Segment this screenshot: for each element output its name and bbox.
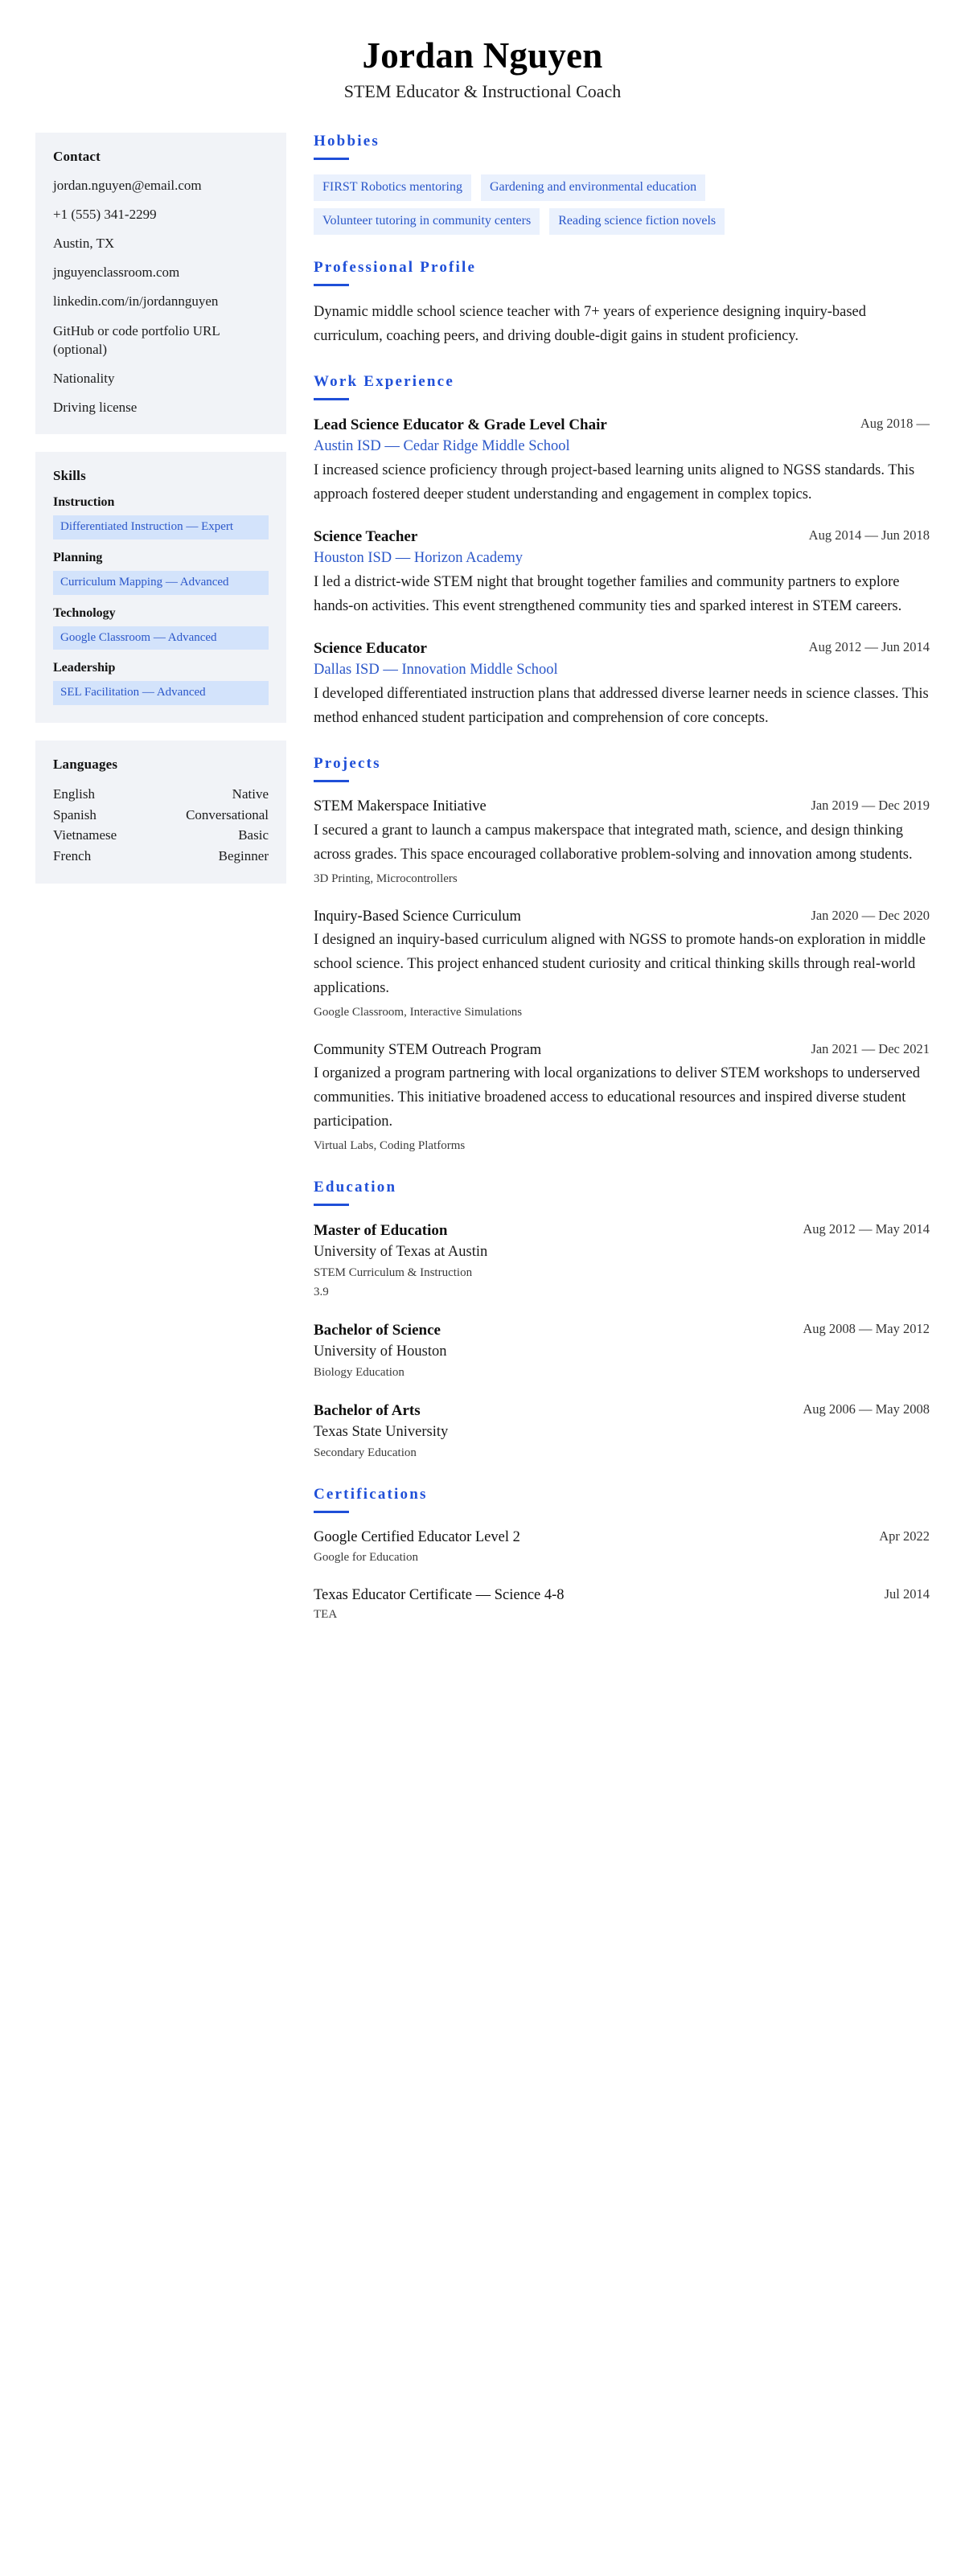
work-entry (314, 415, 930, 507)
project-entry-head (314, 907, 930, 926)
education-date: Aug 2006 — May 2008 (803, 1401, 930, 1417)
candidate-headline: STEM Educator & Instructional Coach (343, 81, 622, 102)
project-name: STEM Makerspace Initiative (314, 798, 487, 815)
certification-name: Google Certified Educator Level 2 (314, 1529, 520, 1546)
contact-website[interactable]: jnguyenclassroom.com (53, 265, 180, 281)
education-school: Texas State University (314, 1424, 449, 1441)
skill-group-planning (53, 551, 269, 595)
certification-entry (314, 1528, 930, 1566)
section-rule (314, 1511, 349, 1513)
section-title: Hobbies (314, 132, 380, 150)
work-entry-head (314, 415, 930, 435)
project-description: I secured a grant to launch a campus makerspace that integrated math, science, and design thinking across grades. This space encouraged collaborative problem-solving and innovation among students. (314, 822, 913, 863)
project-entry-head (314, 1040, 930, 1060)
language-row (53, 784, 269, 805)
skill-chip: Google Classroom — Advanced (53, 626, 269, 650)
contact-driving-license: Driving license (53, 399, 138, 415)
language-level: Conversational (186, 806, 269, 822)
language-name: French (53, 847, 92, 863)
section-rule (314, 158, 349, 160)
education-entry-head (314, 1220, 930, 1241)
work-organization: Houston ISD — Horizon Academy (314, 549, 523, 566)
section-certifications (314, 1486, 930, 1623)
section-rule (314, 1204, 349, 1206)
certification-entry-head (314, 1585, 930, 1605)
contact-location: Austin, TX (53, 236, 115, 252)
skill-group-label: Planning (53, 550, 103, 564)
work-entry-head (314, 638, 930, 658)
section-title: Projects (314, 755, 381, 773)
section-rule (314, 284, 349, 286)
sidebar (35, 133, 286, 901)
skill-chip: SEL Facilitation — Advanced (53, 681, 269, 705)
project-entry (314, 1040, 930, 1155)
hobby-chip: FIRST Robotics mentoring (314, 174, 471, 201)
project-entry (314, 797, 930, 887)
skill-group-instruction (53, 495, 269, 539)
main-column (310, 133, 930, 1624)
education-date: Aug 2012 — May 2014 (803, 1221, 930, 1237)
resume-header (35, 35, 930, 104)
skill-group-technology (53, 606, 269, 650)
section-title: Professional Profile (314, 258, 477, 276)
project-name: Community STEM Outreach Program (314, 1042, 542, 1059)
certification-name: Texas Educator Certificate — Science 4-8 (314, 1586, 565, 1603)
work-role: Science Teacher (314, 527, 418, 545)
skill-group-label: Technology (53, 605, 116, 620)
project-description: I organized a program partnering with local organizations to deliver STEM workshops to underserved communities. This initiative broadened access to educational resources and inspired diverse student participation. (314, 1065, 921, 1130)
education-entry (314, 1320, 930, 1381)
work-role: Lead Science Educator & Grade Level Chair (314, 416, 607, 433)
certification-issuer: TEA (314, 1608, 338, 1622)
project-tags: Virtual Labs, Coding Platforms (314, 1139, 466, 1153)
candidate-name: Jordan Nguyen (362, 35, 603, 76)
project-tags: 3D Printing, Microcontrollers (314, 872, 458, 885)
section-title: Certifications (314, 1486, 428, 1503)
skill-group-leadership (53, 661, 269, 705)
certification-entry-head (314, 1528, 930, 1547)
section-title: Education (314, 1179, 397, 1196)
education-field: Biology Education (314, 1365, 404, 1379)
education-school: University of Texas at Austin (314, 1244, 488, 1261)
project-tags: Google Classroom, Interactive Simulations (314, 1006, 523, 1019)
skill-group-label: Leadership (53, 661, 116, 675)
work-description: I developed differentiated instruction plans that addressed diverse learner needs in science classes. This method enhanced student participation and comprehension of core concepts. (314, 686, 929, 727)
education-entry-head (314, 1401, 930, 1421)
education-school: University of Houston (314, 1343, 447, 1360)
section-title: Work Experience (314, 372, 454, 390)
work-date: Aug 2012 — Jun 2014 (808, 639, 930, 655)
work-entry (314, 638, 930, 731)
education-field: Secondary Education (314, 1446, 417, 1459)
language-level: Beginner (218, 847, 269, 863)
project-description: I designed an inquiry-based curriculum aligned with NGSS to promote hands-on exploration in middle school science. This project enhanced student curiosity and critical thinking skills through real-world applications. (314, 932, 926, 997)
work-entry (314, 527, 930, 619)
education-degree: Bachelor of Science (314, 1321, 441, 1339)
contact-card (35, 133, 286, 434)
contact-portfolio[interactable]: GitHub or code portfolio URL (optional) (53, 322, 220, 357)
language-level: Basic (238, 827, 269, 843)
language-name: English (53, 786, 95, 802)
languages-card-title: Languages (53, 757, 118, 773)
skills-card-title: Skills (53, 467, 86, 483)
certification-entry (314, 1585, 930, 1624)
languages-card (35, 740, 286, 884)
education-degree: Master of Education (314, 1222, 448, 1240)
language-row (53, 805, 269, 826)
contact-phone[interactable]: +1 (555) 341-2299 (53, 207, 157, 223)
certification-issuer: Google for Education (314, 1550, 418, 1564)
language-row (53, 846, 269, 867)
section-education (314, 1179, 930, 1462)
section-rule (314, 398, 349, 400)
language-row (53, 825, 269, 846)
work-organization: Austin ISD — Cedar Ridge Middle School (314, 437, 570, 454)
skill-chip: Curriculum Mapping — Advanced (53, 571, 269, 595)
work-role: Science Educator (314, 640, 427, 658)
education-entry (314, 1220, 930, 1300)
work-description: I led a district-wide STEM night that brought together families and community partners to explore hands-on activities. This event strengthened community ties and sparked interest in STEM careers. (314, 574, 902, 615)
education-entry (314, 1401, 930, 1462)
resume-body (35, 133, 930, 1624)
skill-chip: Differentiated Instruction — Expert (53, 515, 269, 539)
education-field: STEM Curriculum & Instruction (314, 1266, 473, 1280)
hobbies-list (314, 174, 930, 235)
profile-summary: Dynamic middle school science teacher with 7+ years of experience designing inquiry-based curriculum, coaching peers, and driving double-digit gains in student proficiency. (314, 303, 866, 344)
skill-group-label: Instruction (53, 494, 115, 509)
education-gpa: 3.9 (314, 1285, 329, 1298)
hobby-chip: Gardening and environmental education (481, 174, 705, 201)
contact-linkedin[interactable]: linkedin.com/in/jordannguyen (53, 293, 219, 310)
work-date: Aug 2014 — Jun 2018 (808, 527, 930, 543)
contact-email[interactable]: jordan.nguyen@email.com (53, 177, 202, 193)
language-name: Vietnamese (53, 827, 117, 843)
skills-card (35, 452, 286, 723)
contact-nationality: Nationality (53, 370, 115, 386)
project-date: Jan 2019 — Dec 2019 (811, 798, 930, 814)
project-entry-head (314, 797, 930, 816)
education-date: Aug 2008 — May 2012 (803, 1320, 930, 1336)
certification-date: Apr 2022 (879, 1528, 930, 1544)
project-name: Inquiry-Based Science Curriculum (314, 908, 521, 925)
contact-card-title: Contact (53, 148, 101, 164)
work-description: I increased science proficiency through project-based learning units aligned to NGSS standards. This approach fostered deeper student understanding and engagement in complex topics. (314, 461, 915, 502)
hobby-chip: Volunteer tutoring in community centers (314, 208, 540, 235)
hobby-chip: Reading science fiction novels (549, 208, 725, 235)
education-entry-head (314, 1320, 930, 1340)
section-hobbies (314, 133, 930, 235)
language-name: Spanish (53, 806, 96, 822)
project-date: Jan 2020 — Dec 2020 (811, 907, 930, 923)
section-rule (314, 780, 349, 782)
project-entry (314, 907, 930, 1021)
section-professional-profile (314, 259, 930, 349)
certification-date: Jul 2014 (884, 1585, 930, 1602)
work-entry-head (314, 527, 930, 547)
work-organization: Dallas ISD — Innovation Middle School (314, 662, 558, 679)
project-date: Jan 2021 — Dec 2021 (811, 1041, 930, 1057)
work-date: Aug 2018 — (860, 415, 930, 431)
section-projects (314, 755, 930, 1155)
education-degree: Bachelor of Arts (314, 1402, 421, 1419)
language-level: Native (232, 786, 269, 802)
section-work-experience (314, 373, 930, 732)
